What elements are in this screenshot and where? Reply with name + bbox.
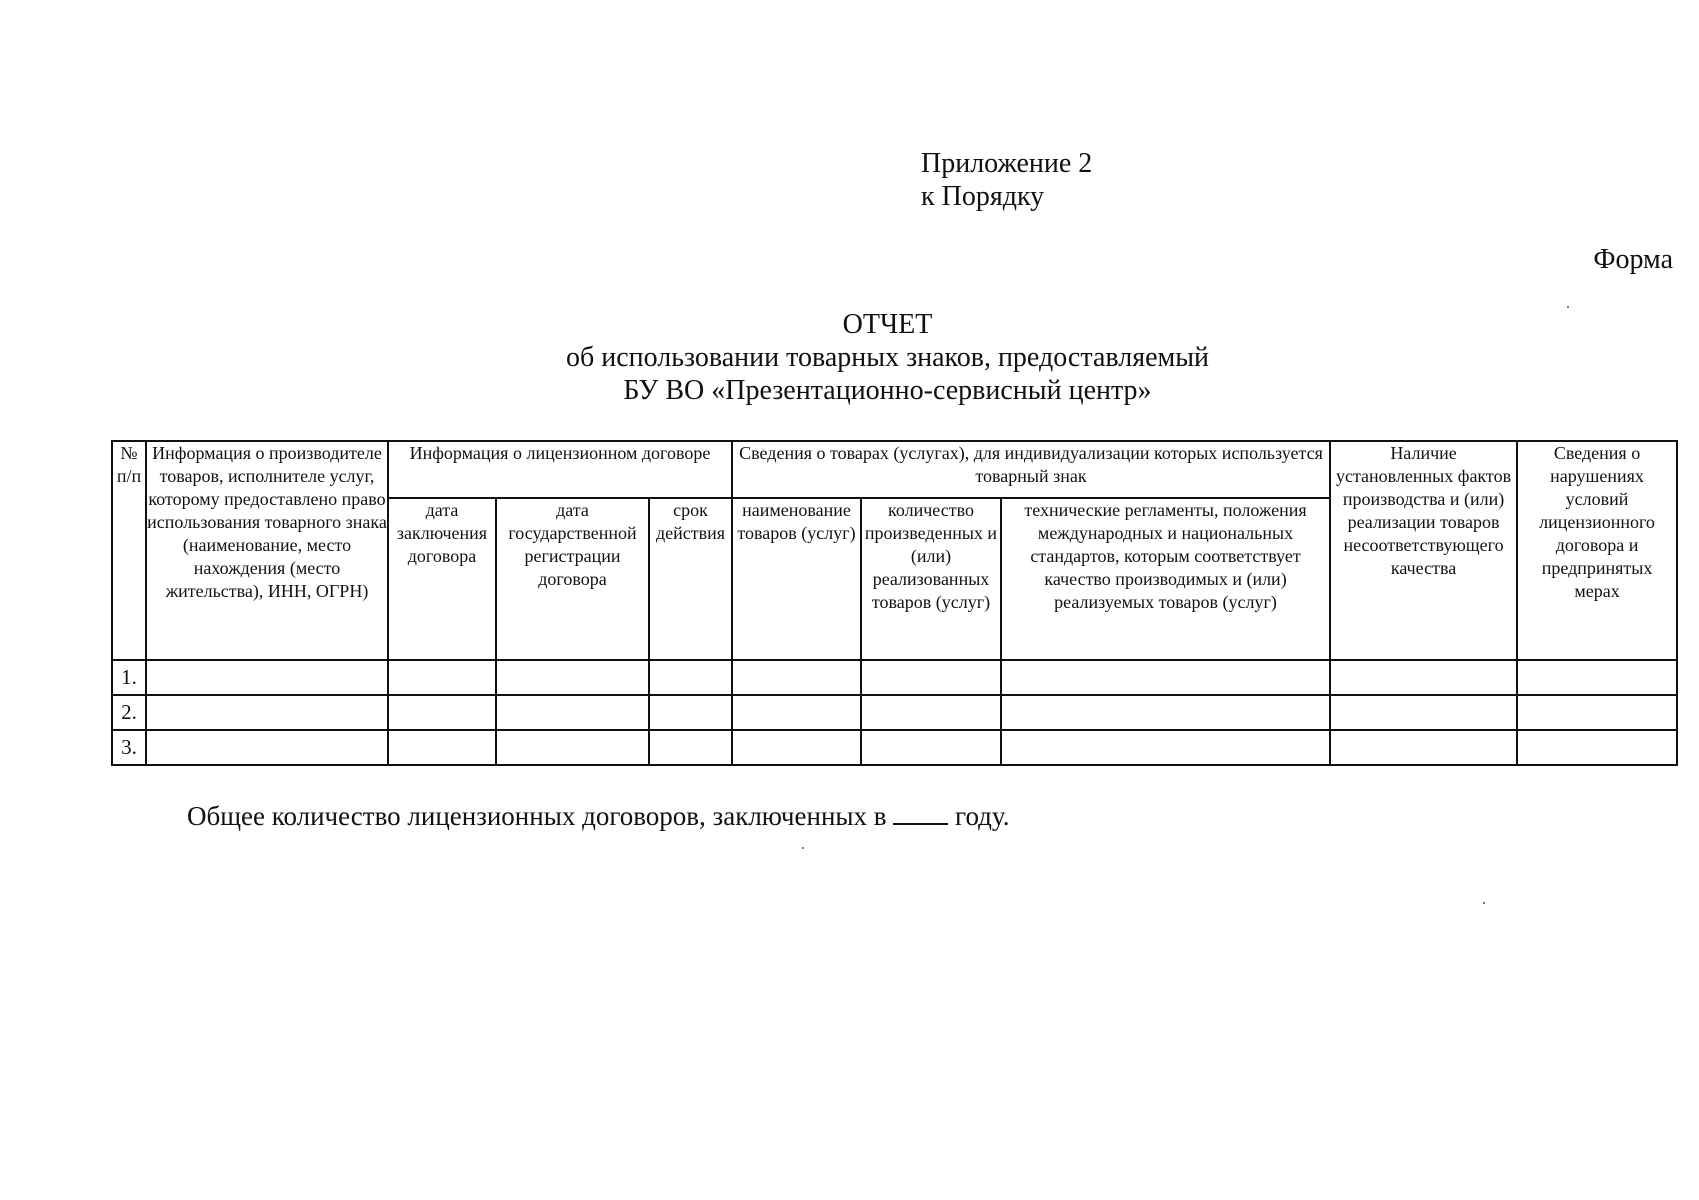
cell-term[interactable] [649,660,732,695]
header-license-info: Информация о лицензионном договоре [388,441,732,498]
annex-number: Приложение 2 [921,148,1093,179]
year-blank-field[interactable] [893,801,948,825]
cell-regulations[interactable] [1001,730,1330,765]
header-term: срок действия [649,498,732,660]
cell-producer-info[interactable] [146,730,388,765]
cell-quantity[interactable] [861,695,1001,730]
table-row [112,695,1677,730]
cell-quantity[interactable] [861,660,1001,695]
scan-speck [1483,902,1485,904]
cell-quality-facts[interactable] [1330,730,1517,765]
header-regulations: технические регламенты, положения международных и национальных стандартов, которым соответствует качество производимых и (или) реализуемых товаров (услуг) [1001,498,1330,660]
cell-quality-facts[interactable] [1330,660,1517,695]
cell-producer-info[interactable] [146,660,388,695]
header-row-number: № п/п [112,441,146,660]
table-row [112,730,1677,765]
cell-goods-name[interactable] [732,660,861,695]
header-producer-info: Информация о производителе товаров, исполнителе услуг, которому предоставлено право использования товарного знака (наименование, место нахождения (место жительства), ИНН, ОГРН) [146,441,388,660]
cell-date-concluded[interactable] [388,730,496,765]
report-title [0,308,1699,407]
row-number: 1. [112,660,146,695]
scan-speck [1567,306,1569,308]
header-violations: Сведения о нарушениях условий лицензионного договора и предпринятых мерах [1517,441,1677,660]
cell-quantity[interactable] [861,730,1001,765]
report-subtitle: об использовании товарных знаков, предоставляемый [565,342,1210,373]
header-date-concluded: дата заключения договора [388,498,496,660]
row-number: 3. [112,730,146,765]
header-goods-name: наименование товаров (услуг) [732,498,861,660]
header-quality-facts: Наличие установленных фактов производства и (или) реализации товаров несоответствующего качества [1330,441,1517,660]
cell-goods-name[interactable] [732,730,861,765]
header-goods-info: Сведения о товарах (услугах), для индивидуализации которых используется товарный знак [732,441,1330,498]
header-date-registered: дата государственной регистрации договора [496,498,649,660]
report-organization: БУ ВО «Презентационно-сервисный центр» [623,375,1152,406]
annex-order: к Порядку [921,181,1045,212]
table-row [112,660,1677,695]
cell-regulations[interactable] [1001,660,1330,695]
cell-term[interactable] [649,695,732,730]
cell-producer-info[interactable] [146,695,388,730]
cell-quality-facts[interactable] [1330,695,1517,730]
report-heading: ОТЧЕТ [842,309,933,340]
cell-regulations[interactable] [1001,695,1330,730]
cell-date-concluded[interactable] [388,660,496,695]
cell-goods-name[interactable] [732,695,861,730]
cell-violations[interactable] [1517,660,1677,695]
row-number: 2. [112,695,146,730]
report-table [111,440,1678,766]
cell-date-registered[interactable] [496,695,649,730]
summary-text-after: году. [948,801,1010,831]
form-label: Форма [1593,244,1673,275]
cell-violations[interactable] [1517,730,1677,765]
cell-violations[interactable] [1517,695,1677,730]
summary-text-before: Общее количество лицензионных договоров, заключенных в [187,801,894,831]
cell-date-concluded[interactable] [388,695,496,730]
annex-reference [921,147,1092,213]
summary-line [187,800,1009,832]
scan-speck [802,847,804,849]
cell-term[interactable] [649,730,732,765]
cell-date-registered[interactable] [496,730,649,765]
cell-date-registered[interactable] [496,660,649,695]
header-quantity: количество произведенных и (или) реализованных товаров (услуг) [861,498,1001,660]
